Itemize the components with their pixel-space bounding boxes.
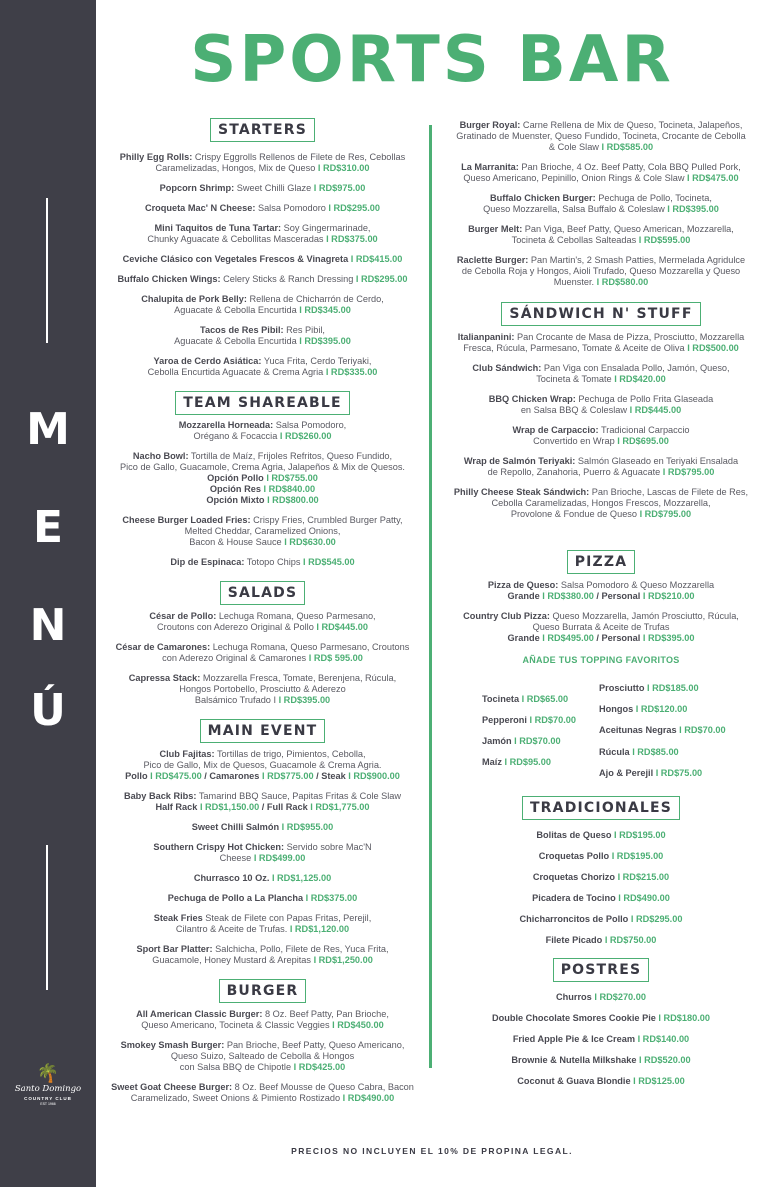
section-title-postres: POSTRES [553,958,650,982]
menu-item-starter: Tacos de Res Pibil: Res Pibil, Aguacate & Cebolla Encurtida I RD$395.00 [174,325,351,346]
topping-pepperoni: Pepperoni I RD$70.00 [482,715,576,725]
page-title: SPORTS BAR [190,23,674,97]
menu-item-main: Steak Fries Steak de Filete con Papas Fritas, Perejil, Cilantro & Aceite de Trufas. I RD$1,120.00 [153,913,372,934]
menu-item-nacho-bowl: Nacho Bowl: Tortilla de Maíz, Frijoles Refritos, Queso Fundido, Pico de Gallo, Guacamole, Crema Agria, Jalapeños & Mix de Quesos. Opción Pollo I RD$755.00 Opción Res I RD$840.00 Opción Mixto I RD$800.00 [120,451,405,505]
logo-script: Santo Domingo [14,1084,82,1094]
menu-item-mozzarella: Mozzarella Horneada: Salsa Pomodoro, Orégano & Focaccia I RD$260.00 [178,420,347,441]
section-title-team-shareable: TEAM SHAREABLE [175,391,350,415]
sidebar-divider-bottom [46,845,48,990]
section-title-burger: BURGER [219,979,307,1003]
menu-letter-u: Ú [30,685,66,736]
menu-item-tradicional: Croquetas Pollo I RD$195.00 [538,851,664,861]
menu-item-burger: Raclette Burger: Pan Martin's, 2 Smash Patties, Mermelada Agridulce de Cebolla Roja y Hongos, Aioli Trufado, Queso Mozzarella y Queso Muenster. I RD$580.00 [456,255,746,287]
menu-item-starter: Mini Taquitos de Tuna Tartar: Soy Gingermarinade, Chunky Aguacate & Cebollitas Masceradas I RD$375.00 [147,223,378,244]
toppings-list [434,665,768,778]
menu-item-postre: Double Chocolate Smores Cookie Pie I RD$180.00 [491,1013,711,1023]
menu-item-tradicional: Croquetas Chorizo I RD$215.00 [532,872,670,882]
menu-item-postre: Coconut & Guava Blondie I RD$125.00 [517,1076,685,1086]
menu-item-tradicional: Filete Picado I RD$750.00 [545,935,657,945]
topping-hongos: Hongos I RD$120.00 [599,704,688,714]
menu-item-pizza-queso: Pizza de Queso: Salsa Pomodoro & Queso Mozzarella Grande I RD$380.00 / Personal I RD$210.00 [487,580,715,601]
menu-item-burger: All American Classic Burger: 8 Oz. Beef Patty, Pan Brioche, Queso Americano, Tocineta & Classic Veggies I RD$450.00 [136,1009,389,1030]
menu-item-main: Churrasco 10 Oz. I RD$1,125.00 [193,873,332,883]
menu-item-postre: Brownie & Nutella Milkshake I RD$520.00 [511,1055,691,1065]
menu-item-starter: Chalupita de Pork Belly: Rellena de Chicharrón de Cerdo, Aguacate & Cebolla Encurtida I RD$345.00 [141,294,384,315]
column-divider [429,125,432,1068]
menu-item-dip-espinaca: Dip de Espinaca: Totopo Chips I RD$545.00 [170,557,355,567]
section-title-starters: STARTERS [210,118,315,142]
topping-prosciutto: Prosciutto I RD$185.00 [599,683,699,693]
right-column [434,120,768,1087]
topping-maiz: Maíz I RD$95.00 [482,757,551,767]
logo-name: COUNTRY CLUB [24,1096,72,1101]
menu-letter-m: M [26,404,70,455]
menu-item-main: Southern Crispy Hot Chicken: Servido sobre Mac'N Cheese I RD$499.00 [153,842,372,863]
menu-item-burger: Buffalo Chicken Burger: Pechuga de Pollo, Tocineta, Queso Mozzarella, Salsa Buffalo & Coleslaw I RD$395.00 [483,193,719,214]
menu-item-starter: Popcorn Shrimp: Sweet Chilli Glaze I RD$975.00 [159,183,366,193]
topping-tocineta: Tocineta I RD$65.00 [482,694,569,704]
menu-item-sandwich: BBQ Chicken Wrap: Pechuga de Pollo Frita Glaseada en Salsa BBQ & Coleslaw I RD$445.00 [488,394,714,415]
logo-est: EST 1966 [40,1102,56,1106]
menu-item-burger: Sweet Goat Cheese Burger: 8 Oz. Beef Mousse de Queso Cabra, Bacon Caramelizado, Sweet Onions & Pimiento Rostizado I RD$490.00 [111,1082,414,1103]
section-title-main-event: MAIN EVENT [200,719,326,743]
club-logo [8,1064,88,1106]
menu-item-burger: La Marranita: Pan Brioche, 4 Oz. Beef Patty, Cola BBQ Pulled Pork, Queso Americano, Pepinillo, Onion Rings & Cole Slaw I RD$475.00 [461,162,741,183]
menu-item-tradicional: Picadera de Tocino I RD$490.00 [532,893,670,903]
sidebar-divider-top [46,198,48,343]
menu-item-salad: Capressa Stack: Mozzarella Fresca, Tomate, Berenjena, Rúcula, Hongos Portobello, Prosciutto & Aderezo Balsámico Trufado I I RD$395.00 [128,673,397,705]
menu-item-sandwich: Wrap de Salmón Teriyaki: Salmón Glaseado en Teriyaki Ensalada de Repollo, Zanahoria, Puerro & Aguacate I RD$795.00 [463,456,739,477]
menu-item-burger: Burger Royal: Carne Rellena de Mix de Queso, Tocineta, Jalapeños, Gratinado de Muenster, Queso Fundido, Tocineta, Crocante de Cebolla & Cole Slaw I RD$585.00 [456,120,746,152]
menu-item-sandwich: Wrap de Carpaccio: Tradicional Carpaccio Convertido en Wrap I RD$695.00 [512,425,690,446]
menu-item-burger: Smokey Smash Burger: Pan Brioche, Beef Patty, Queso Americano, Queso Suizo, Salteado de Cebolla & Hongos con Salsa BBQ de Chipotle I RD$425.00 [120,1040,405,1072]
topping-aceitunas: Aceitunas Negras I RD$70.00 [599,725,726,735]
menu-item-salad: César de Camarones: Lechuga Romana, Queso Parmesano, Croutons con Aderezo Original & Camarones I RD$ 595.00 [115,642,410,663]
menu-item-starter: Philly Egg Rolls: Crispy Eggrolls Rellenos de Filete de Res, Cebollas Caramelizadas, Hongos, Mix de Queso I RD$310.00 [119,152,406,173]
palm-tree-icon: 🌴 [36,1063,60,1083]
menu-item-main: Sport Bar Platter: Salchicha, Pollo, Filete de Res, Yuca Frita, Guacamole, Honey Mustard & Arepitas I RD$1,250.00 [136,944,389,965]
menu-letter-n: N [29,600,67,651]
menu-item-burger: Burger Melt: Pan Viga, Beef Patty, Queso American, Mozzarella, Tocineta & Cebollas Salteadas I RD$595.00 [468,224,734,245]
menu-item-main: Sweet Chilli Salmón I RD$955.00 [191,822,334,832]
menu-item-postre: Churros I RD$270.00 [556,992,646,1002]
section-title-salads: SALADS [220,581,306,605]
sidebar [0,0,96,1187]
section-title-pizza: PIZZA [567,550,636,574]
topping-rucula: Rúcula I RD$85.00 [599,747,679,757]
topping-jamon: Jamón I RD$70.00 [482,736,561,746]
menu-item-sandwich: Philly Cheese Steak Sándwich: Pan Brioche, Lascas de Filete de Res, Cebolla Caramelizadas, Hongos Frescos, Mozzarella, Provolone & Fondue de Queso I RD$795.00 [453,487,749,519]
menu-item-starter: Buffalo Chicken Wings: Celery Sticks & Ranch Dressing I RD$295.00 [117,274,408,284]
menu-item-starter: Croqueta Mac' N Cheese: Salsa Pomodoro I RD$295.00 [144,203,381,213]
menu-item-main: Pechuga de Pollo a La Plancha I RD$375.00 [167,893,358,903]
menu-item-club-fajitas: Club Fajitas: Tortillas de trigo, Pimientos, Cebolla, Pico de Gallo, Mix de Quesos, Guacamole & Crema Agria. Pollo I RD$475.00 / Camarones I RD$775.00 / Steak I RD$900.00 [125,749,400,781]
menu-item-tradicional: Chicharroncitos de Pollo I RD$295.00 [519,914,683,924]
left-column [96,118,429,1104]
menu-item-sandwich: Club Sándwich: Pan Viga con Ensalada Pollo, Jamón, Queso, Tocineta & Tomate I RD$420.00 [472,363,730,384]
tip-disclaimer: PRECIOS NO INCLUYEN EL 10% DE PROPINA LEGAL. [291,1146,573,1156]
menu-item-postre: Fried Apple Pie & Ice Cream I RD$140.00 [512,1034,690,1044]
topping-ajo-perejil: Ajo & Perejil I RD$75.00 [599,768,703,778]
menu-item-country-club-pizza: Country Club Pizza: Queso Mozzarella, Jamón Prosciutto, Rúcula, Queso Burrata & Aceite de Trufas Grande I RD$495.00 / Personal I RD$395.00 [463,611,739,643]
menu-item-starter: Yaroa de Cerdo Asiática: Yuca Frita, Cerdo Teriyaki, Cebolla Encurtida Aguacate & Crema Agria I RD$335.00 [147,356,378,377]
menu-item-sandwich: Italianpanini: Pan Crocante de Masa de Pizza, Prosciutto, Mozzarella Fresca, Rúcula, Parmesano, Tomate & Aceite de Oliva I RD$500.00 [457,332,745,353]
menu-item-tradicional: Bolitas de Queso I RD$195.00 [536,830,666,840]
section-title-tradicionales: TRADICIONALES [522,796,680,820]
menu-item-loaded-fries: Cheese Burger Loaded Fries: Crispy Fries, Crumbled Burger Patty, Melted Cheddar, Caramelized Onions, Bacon & House Sauce I RD$630.00 [122,515,403,547]
toppings-title: AÑADE TUS TOPPING FAVORITOS [522,655,680,665]
menu-item-starter: Ceviche Clásico con Vegetales Frescos & Vinagreta I RD$415.00 [122,254,403,264]
section-title-sandwich: SÁNDWICH N' STUFF [501,302,700,326]
menu-item-salad: César de Pollo: Lechuga Romana, Queso Parmesano, Croutons con Aderezo Original & Pollo I RD$445.00 [149,611,376,632]
menu-letter-e: E [32,502,64,553]
menu-item-baby-back-ribs: Baby Back Ribs: Tamarind BBQ Sauce, Papitas Fritas & Cole Slaw Half Rack I RD$1,150.00 / Full Rack I RD$1,775.00 [123,791,402,812]
